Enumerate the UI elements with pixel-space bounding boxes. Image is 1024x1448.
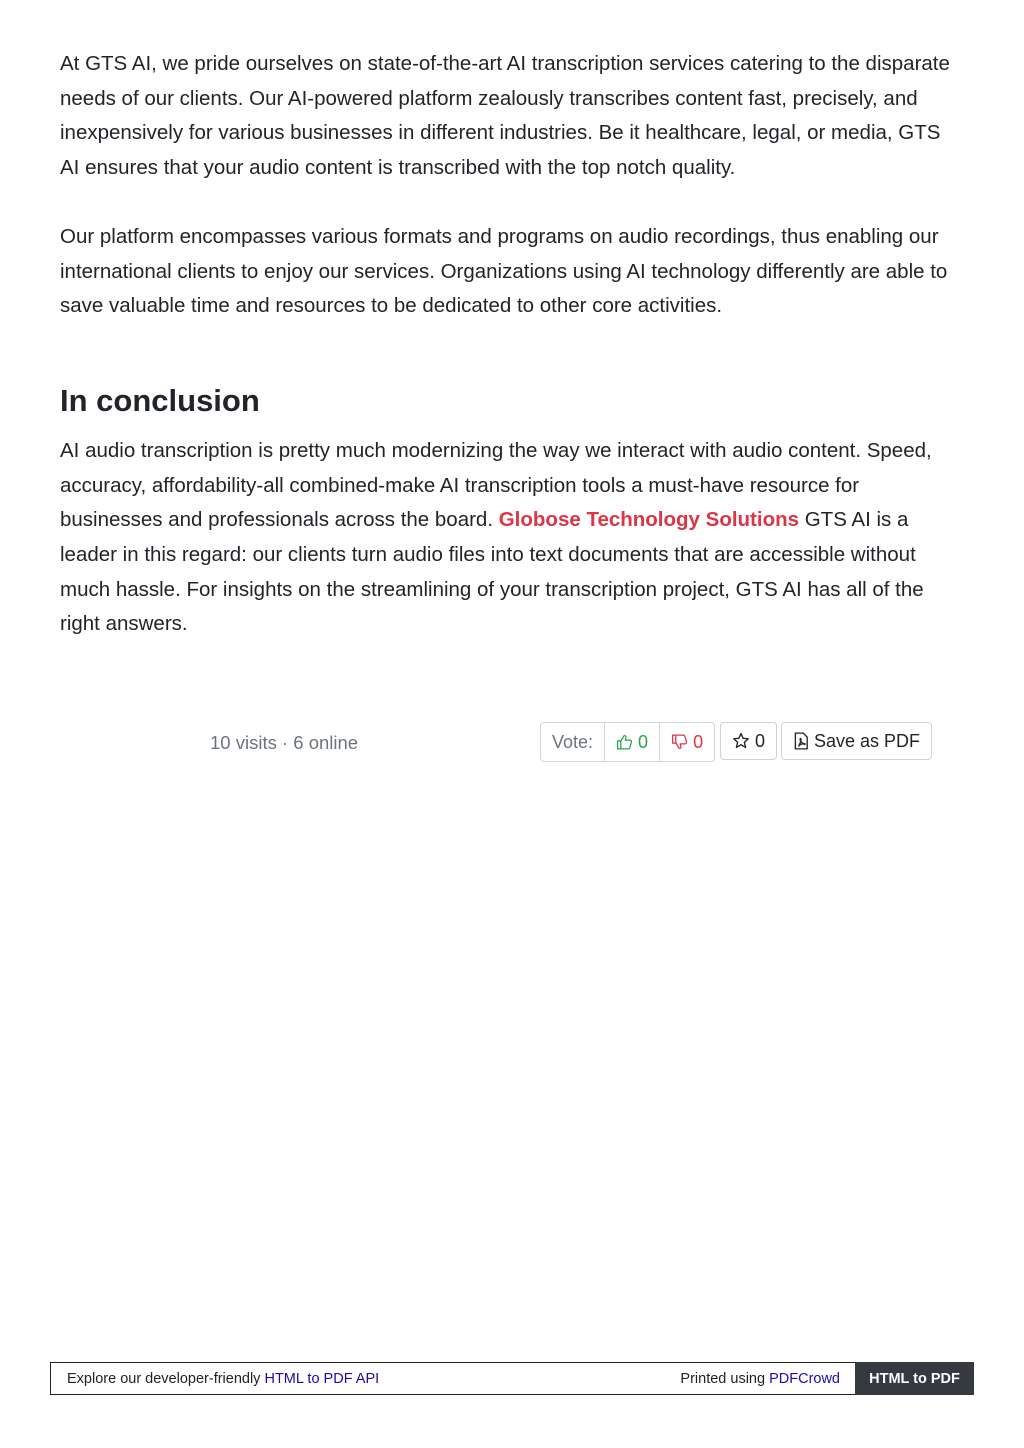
upvote-count: 0 [638, 731, 649, 752]
star-count: 0 [755, 730, 766, 751]
paragraph: At GTS AI, we pride ourselves on state-of-the-art AI transcription services catering to the disparate needs of our clients. Our AI-powered platform zealously transcribes content fast, precisely, and inexpensively for various businesses in different industries. Be it healthcare, legal, or media, GTS AI ensures that your audio content is transcribed with the top notch quality. [60, 52, 950, 180]
footer-right-text: Printed using [680, 1371, 770, 1387]
pdf-file-icon [793, 732, 809, 750]
article-meta-bar [0, 722, 1024, 762]
footer-right [680, 1371, 840, 1387]
html-to-pdf-badge[interactable]: HTML to PDF [855, 1362, 974, 1395]
vote-group [540, 722, 715, 762]
paragraph-text: GTS AI is a leader in this regard: our clients turn audio files into text documents that are accessible without much hassle. For insights on the streamlining of your transcription project, GTS AI has all of the right answers. [60, 508, 924, 636]
downvote-count: 0 [693, 731, 704, 752]
footer-left-text: Explore our developer-friendly [67, 1371, 265, 1387]
star-button[interactable] [720, 722, 777, 760]
footer-left [67, 1371, 379, 1387]
pdfcrowd-footer [50, 1362, 974, 1395]
paragraph-conclusion [60, 434, 964, 642]
section-heading: In conclusion [60, 382, 260, 418]
thumbs-down-icon [671, 733, 688, 751]
upvote-button[interactable] [604, 723, 659, 761]
paragraph: Our platform encompasses various formats and programs on audio recordings, thus enabling our international clients to enjoy our services. Organizations using AI technology differently are able to save valuable time and resources to be dedicated to other core activities. [60, 224, 948, 318]
pdfcrowd-link[interactable]: PDFCrowd [769, 1371, 840, 1387]
save-as-pdf-label: Save as PDF [814, 730, 921, 751]
globose-link[interactable]: Globose Technology Solutions [498, 508, 800, 532]
vote-label: Vote: [552, 731, 594, 752]
downvote-button[interactable] [659, 723, 714, 761]
star-icon [732, 732, 750, 750]
save-as-pdf-button[interactable] [781, 722, 932, 760]
thumbs-up-icon [616, 733, 633, 751]
paragraph-text: AI audio transcription is pretty much modernizing the way we interact with audio content. Speed, accuracy, affordability-all combined-make AI transcription tools a must-have resource for businesses and professionals across the board. [60, 438, 932, 532]
visits-counter: 10 visits · 6 online [210, 732, 359, 753]
article-body [60, 47, 964, 676]
html-to-pdf-api-link[interactable]: HTML to PDF API [264, 1371, 380, 1387]
